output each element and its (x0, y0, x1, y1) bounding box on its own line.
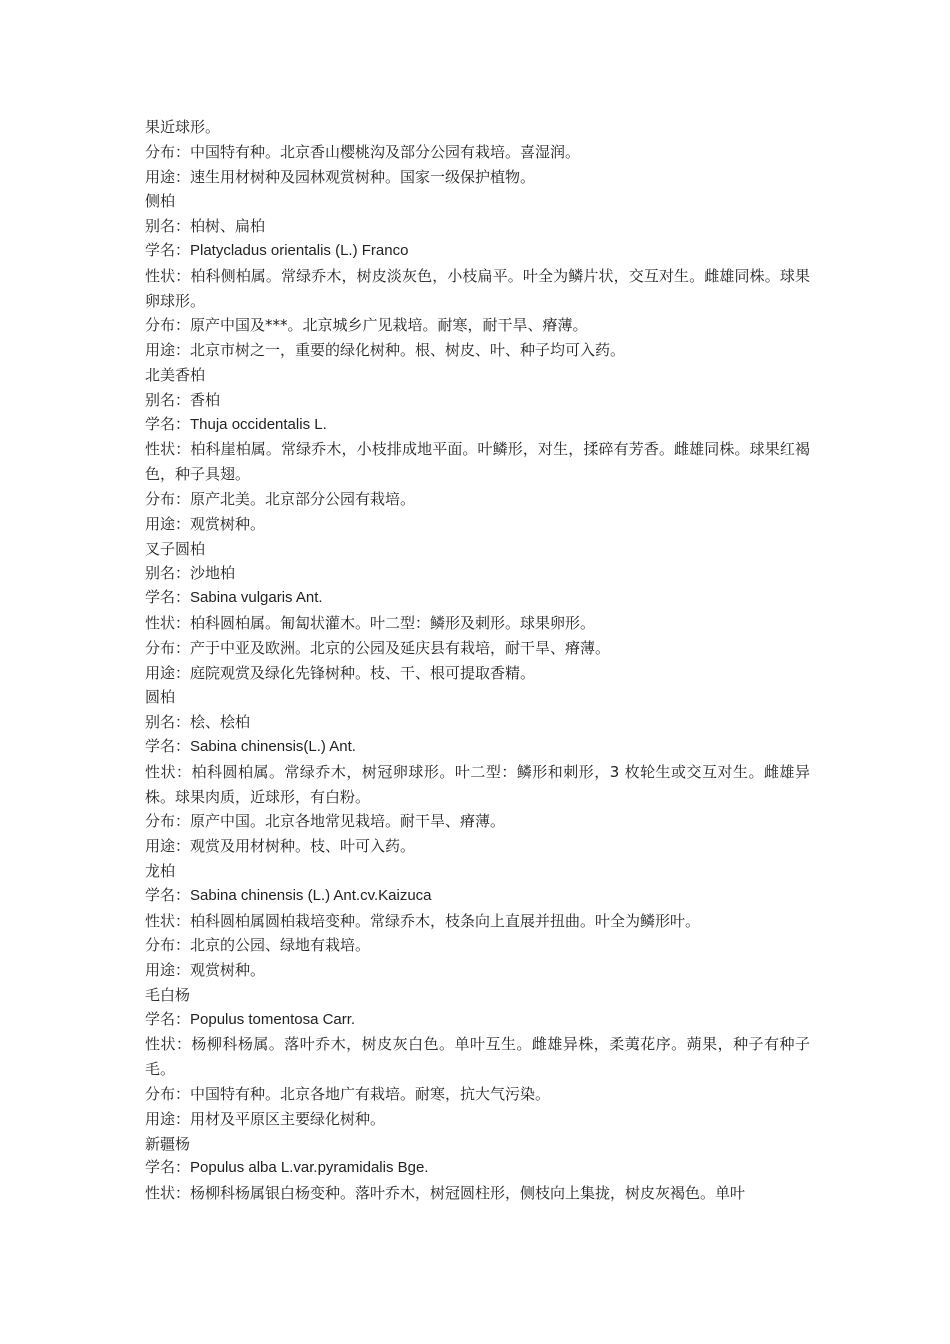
text-line: 性状：柏科圆柏属圆柏栽培变种。常绿乔木，枝条向上直展并扭曲。叶全为鳞形叶。 (145, 911, 701, 930)
scientific-name-line: 学名：Thuja occidentalis L. (145, 415, 327, 433)
text-line: 分布：中国特有种。北京各地广有栽培。耐寒，抗大气污染。 (145, 1085, 551, 1104)
scientific-name-line: 学名：Sabina vulgaris Ant. (145, 589, 323, 607)
text-paragraph: 性状：杨柳科杨属。落叶乔木，树皮灰白色。单叶互生。雌雄异株，柔荑花序。蒴果，种子有种子毛。 (145, 1035, 810, 1079)
text-line: 用途：庭院观赏及绿化先锋树种。枝、干、根可提取香精。 (145, 663, 536, 682)
text-line: 别名：沙地柏 (145, 564, 236, 583)
species-heading: 侧柏 (145, 192, 176, 211)
species-heading: 新疆杨 (145, 1134, 191, 1153)
text-paragraph: 性状：柏科崖柏属。常绿乔木，小枝排成地平面。叶鳞形，对生，揉碎有芳香。雌雄同株。球果红褐色，种子具翅。 (145, 440, 810, 484)
species-heading: 叉子圆柏 (145, 539, 206, 558)
text-line: 别名：柏树、扁柏 (145, 217, 266, 236)
text-line: 用途：用材及平原区主要绿化树种。 (145, 1109, 386, 1128)
scientific-name-line: 学名：Sabina chinensis (L.) Ant.cv.Kaizuca (145, 886, 432, 904)
text-line: 果近球形。 (145, 118, 221, 136)
text-line: 性状：柏科圆柏属。匍匐状灌木。叶二型：鳞形及刺形。球果卵形。 (145, 613, 596, 632)
text-paragraph: 性状：柏科侧柏属。常绿乔木，树皮淡灰色，小枝扁平。叶全为鳞片状，交互对生。雌雄同株。球果卵球形。 (145, 266, 810, 310)
scientific-name-line: 学名：Populus alba L.var.pyramidalis Bge. (145, 1159, 429, 1177)
text-line: 用途：北京市树之一，重要的绿化树种。根、树皮、叶、种子均可入药。 (145, 341, 626, 360)
text-line: 用途：观赏树种。 (145, 961, 266, 980)
species-heading: 圆柏 (145, 688, 176, 707)
text-line: 别名：香柏 (145, 390, 221, 409)
text-line: 用途：观赏及用材树种。枝、叶可入药。 (145, 837, 416, 856)
text-line: 分布：北京的公园、绿地有栽培。 (145, 936, 371, 955)
text-line: 分布：中国特有种。北京香山樱桃沟及部分公园有栽培。喜湿润。 (145, 142, 581, 161)
text-line: 用途：速生用材树种及园林观赏树种。国家一级保护植物。 (145, 167, 536, 186)
text-line: 别名：桧、桧柏 (145, 713, 251, 732)
text-line: 分布：原产中国。北京各地常见栽培。耐干旱、瘠薄。 (145, 812, 506, 831)
scientific-name-line: 学名：Sabina chinensis(L.) Ant. (145, 737, 356, 755)
text-line: 性状：杨柳科杨属银白杨变种。落叶乔木，树冠圆柱形，侧枝向上集拢，树皮灰褐色。单叶 (145, 1184, 746, 1203)
text-line: 分布：原产中国及***。北京城乡广见栽培。耐寒，耐干旱、瘠薄。 (145, 316, 588, 335)
text-line: 用途：观赏树种。 (145, 514, 266, 533)
text-line: 分布：原产北美。北京部分公园有栽培。 (145, 489, 416, 508)
text-paragraph: 性状：柏科圆柏属。常绿乔木，树冠卵球形。叶二型：鳞形和刺形，3 枚轮生或交互对生。雌雄异株。球果肉质，近球形，有白粉。 (145, 762, 810, 806)
species-heading: 龙柏 (145, 861, 176, 880)
scientific-name-line: 学名：Platycladus orientalis (L.) Franco (145, 241, 409, 259)
document-page (145, 115, 810, 1206)
species-heading: 毛白杨 (145, 985, 191, 1004)
species-heading: 北美香柏 (145, 365, 206, 384)
scientific-name-line: 学名：Populus tomentosa Carr. (145, 1010, 356, 1028)
text-line: 分布：产于中亚及欧洲。北京的公园及延庆县有栽培，耐干旱、瘠薄。 (145, 638, 611, 657)
